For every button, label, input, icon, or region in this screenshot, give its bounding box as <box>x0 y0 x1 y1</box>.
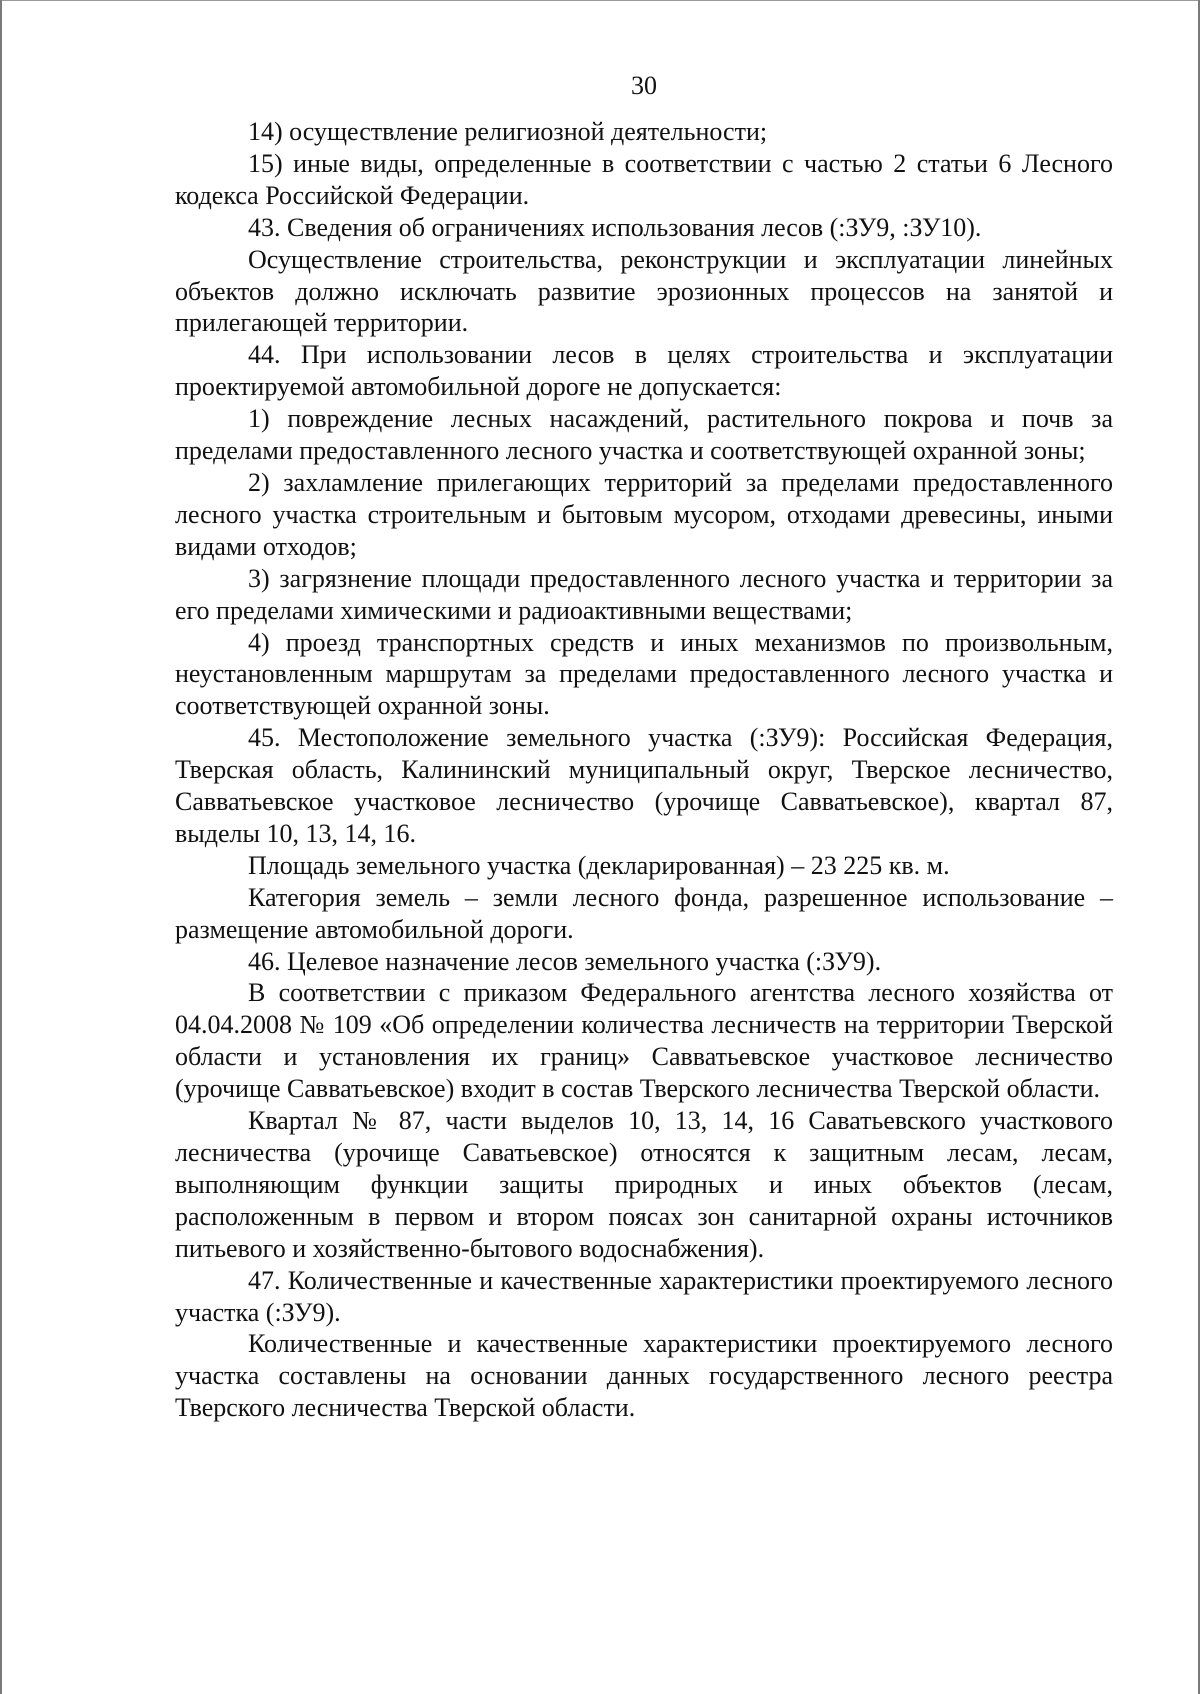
section-46-heading: 46. Целевое назначение лесов земельного участка (:ЗУ9). <box>248 946 882 976</box>
list-item-14: 14) осуществление религиозной деятельности; <box>248 117 768 146</box>
land-area: Площадь земельного участка (декларированная) – 23 225 кв. м. <box>248 850 950 880</box>
restriction-item-2: 2) захламление прилегающих территорий за пределами предоставленного лесного участка строительным и бытовым мусором, отходами древесины, иными видами отходов; <box>175 467 1113 561</box>
section-45-location: 45. Местоположение земельного участка (:ЗУ9): Российская Федерация, Тверская область, Калининский муниципальный округ, Тверское лесничество, Савватьевское участковое лесничество (урочище Савватьевское), квартал 87, выделы 10, 13, 14, 16. <box>175 723 1113 848</box>
scan-edge-top <box>0 0 1200 1</box>
section-43-text: Осуществление строительства, реконструкции и эксплуатации линейных объектов должно исключать развитие эрозионных процессов на занятой и прилегающей территории. <box>175 244 1113 338</box>
restriction-item-4: 4) проезд транспортных средств и иных механизмов по произвольным, неустановленным маршрутам за пределами предоставленного лесного участка и соответствующей охранной зоны. <box>175 627 1113 721</box>
land-category: Категория земель – земли лесного фонда, разрешенное использование – размещение автомобильной дороги. <box>175 882 1113 944</box>
restriction-item-3: 3) загрязнение площади предоставленного лесного участка и территории за его пределами химическими и радиоактивными веществами; <box>175 563 1113 625</box>
section-44-heading: 44. При использовании лесов в целях строительства и эксплуатации проектируемой автомобильной дороге не допускается: <box>175 340 1113 402</box>
list-item-15: 15) иные виды, определенные в соответствии с частью 2 статьи 6 Лесного кодекса Российской Федерации. <box>175 148 1113 210</box>
page-number: 30 <box>631 71 657 100</box>
section-47-text: Количественные и качественные характеристики проектируемого лесного участка составлены на основании данных государственного лесного реестра Тверского лесничества Тверской области. <box>175 1329 1113 1423</box>
section-46-protective-forests: Квартал № 87, части выделов 10, 13, 14, 16 Саватьевского участкового лесничества (урочище Саватьевское) относятся к защитным лесам, лесам, выполняющим функции защиты природных и иных объектов (лесам, расположенным в первом и втором поясах зон санитарной охраны источников питьевого и хозяйственно-бытового водоснабжения). <box>175 1106 1113 1263</box>
document-page <box>175 70 1113 1424</box>
section-43-heading: 43. Сведения об ограничениях использования лесов (:ЗУ9, :ЗУ10). <box>248 212 982 242</box>
section-47-heading: 47. Количественные и качественные характеристики проектируемого лесного участка (:ЗУ9). <box>175 1265 1113 1327</box>
section-46-order-text: В соответствии с приказом Федерального агентства лесного хозяйства от 04.04.2008 № 109 «Об определении количества лесничеств на территории Тверской области и установления их границ» Савватьевское участковое лесничество (урочище Савватьевское) входит в состав Тверского лесничества Тверской области. <box>175 978 1113 1104</box>
scan-edge-left <box>0 0 2 1694</box>
restriction-item-1: 1) повреждение лесных насаждений, растительного покрова и почв за пределами предоставленного лесного участка и соответствующей охранной зоны; <box>175 404 1113 466</box>
